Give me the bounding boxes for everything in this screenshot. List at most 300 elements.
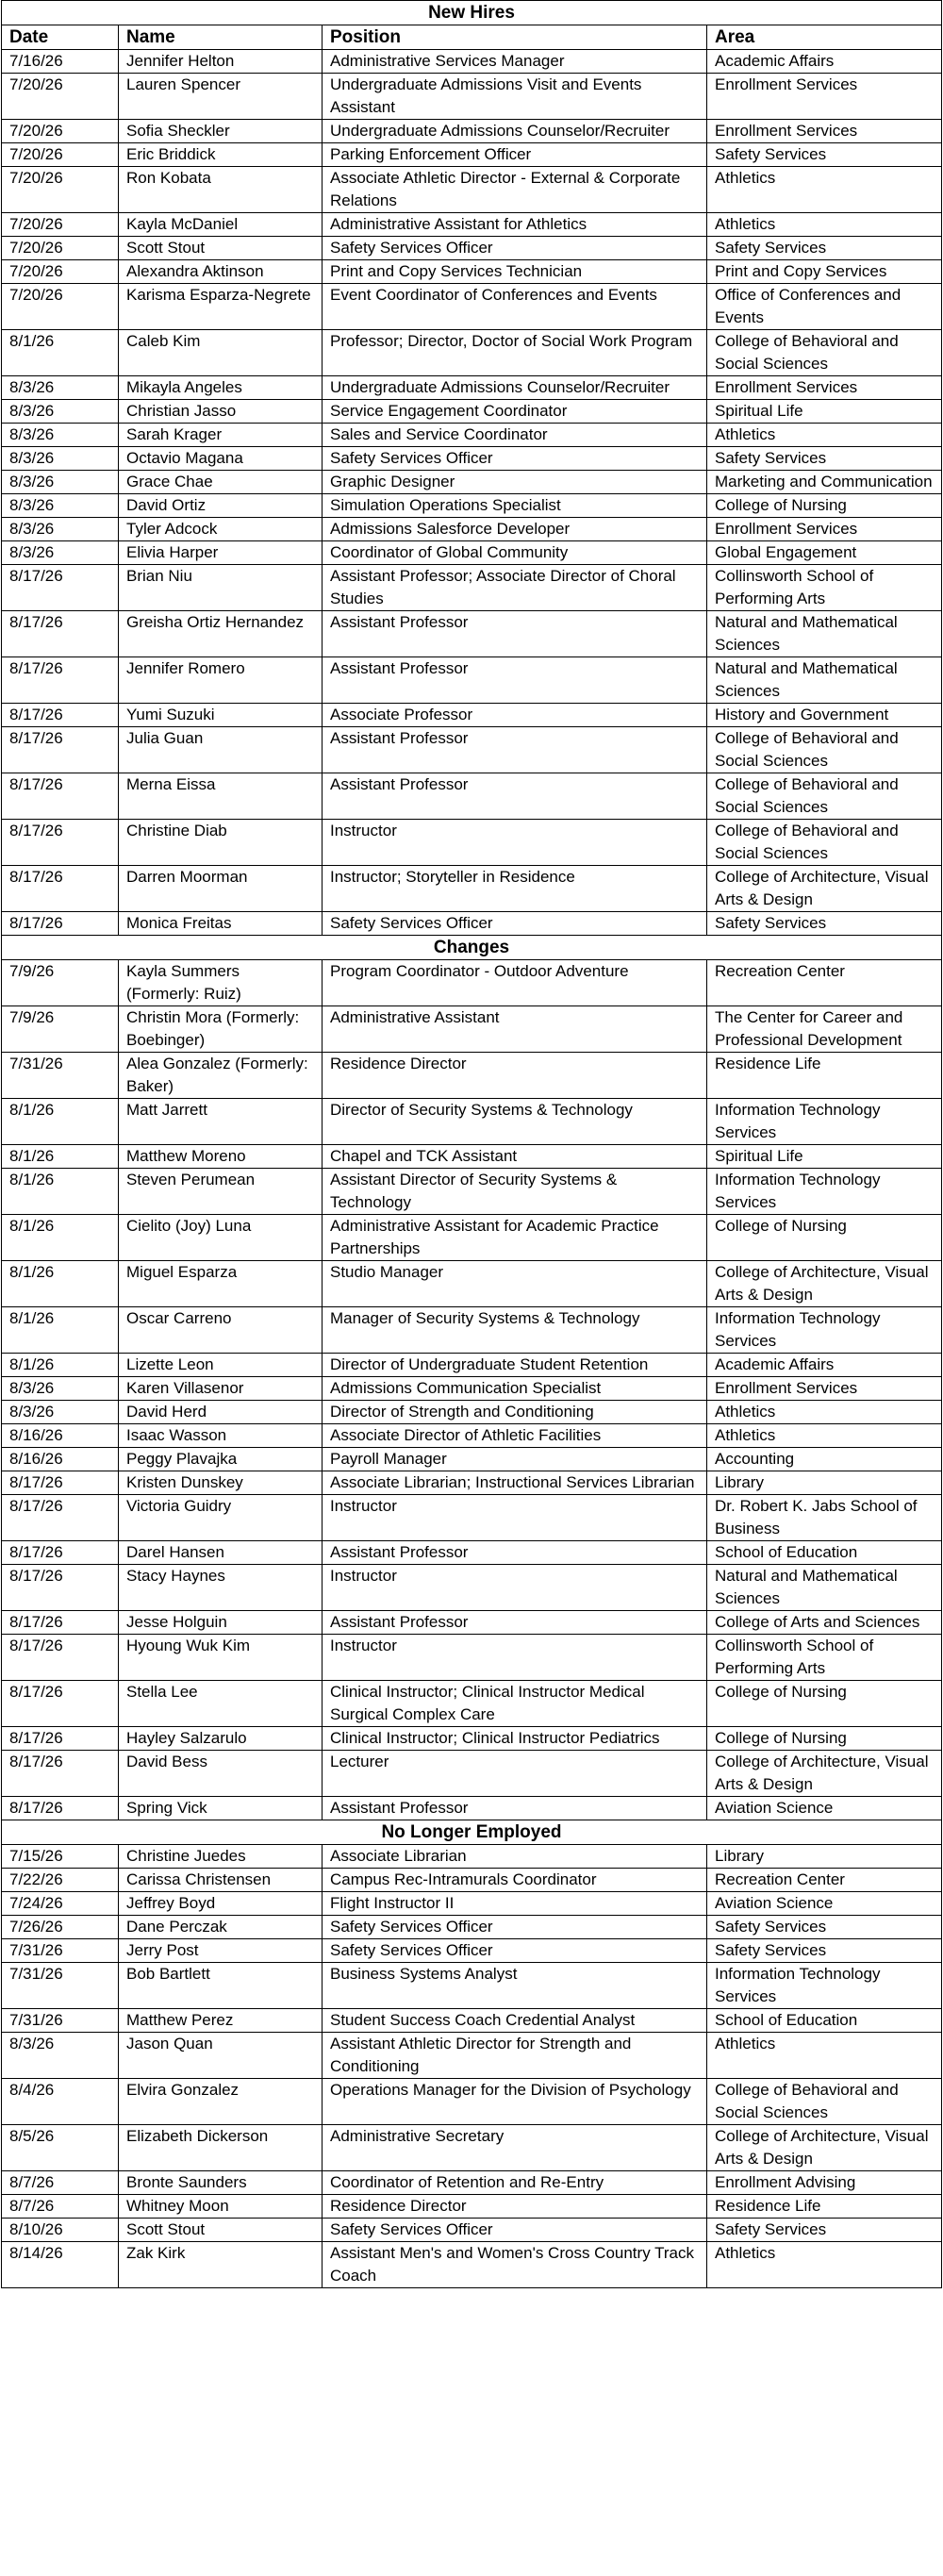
table-row <box>2 1565 942 1611</box>
column-header-name: Name <box>119 25 323 50</box>
cell-area: School of Education <box>707 1541 942 1565</box>
table-row <box>2 773 942 820</box>
cell-name: David Bess <box>119 1751 323 1797</box>
cell-area: Print and Copy Services <box>707 260 942 284</box>
cell-date: 8/1/26 <box>2 330 119 376</box>
cell-name: Scott Stout <box>119 2219 323 2242</box>
cell-area: Aviation Science <box>707 1797 942 1820</box>
cell-name: Zak Kirk <box>119 2242 323 2288</box>
cell-name: Yumi Suzuki <box>119 704 323 727</box>
cell-position: Safety Services Officer <box>323 1939 707 1963</box>
cell-name: Cielito (Joy) Luna <box>119 1215 323 1261</box>
table-row <box>2 657 942 704</box>
cell-date: 8/17/26 <box>2 704 119 727</box>
personnel-table-body <box>2 1 942 2288</box>
cell-position: Associate Librarian <box>323 1845 707 1869</box>
cell-date: 7/20/26 <box>2 237 119 260</box>
table-row <box>2 2125 942 2171</box>
cell-position: Instructor <box>323 820 707 866</box>
cell-area: Library <box>707 1845 942 1869</box>
table-row <box>2 424 942 447</box>
cell-area: Natural and Mathematical Sciences <box>707 611 942 657</box>
cell-area: College of Nursing <box>707 1215 942 1261</box>
cell-date: 8/1/26 <box>2 1307 119 1354</box>
table-row <box>2 1635 942 1681</box>
table-row <box>2 167 942 213</box>
cell-date: 7/20/26 <box>2 74 119 120</box>
cell-name: Jeffrey Boyd <box>119 1892 323 1916</box>
cell-area: College of Behavioral and Social Sciences <box>707 820 942 866</box>
table-row <box>2 704 942 727</box>
cell-area: Safety Services <box>707 143 942 167</box>
cell-position: Associate Professor <box>323 704 707 727</box>
cell-position: Undergraduate Admissions Visit and Events Assistant <box>323 74 707 120</box>
cell-position: Assistant Professor <box>323 657 707 704</box>
cell-area: Natural and Mathematical Sciences <box>707 1565 942 1611</box>
cell-position: Admissions Communication Specialist <box>323 1377 707 1401</box>
section-title-row <box>2 1 942 25</box>
cell-position: Assistant Professor <box>323 611 707 657</box>
table-row <box>2 2171 942 2195</box>
cell-name: Jesse Holguin <box>119 1611 323 1635</box>
cell-name: Bronte Saunders <box>119 2171 323 2195</box>
cell-name: Tyler Adcock <box>119 518 323 541</box>
personnel-changes-document <box>1 0 941 2288</box>
cell-area: Residence Life <box>707 2195 942 2219</box>
cell-area: Information Technology Services <box>707 1963 942 2009</box>
cell-name: Miguel Esparza <box>119 1261 323 1307</box>
cell-area: Enrollment Services <box>707 518 942 541</box>
table-row <box>2 866 942 912</box>
cell-area: College of Architecture, Visual Arts & Design <box>707 866 942 912</box>
table-row <box>2 1261 942 1307</box>
table-row <box>2 1401 942 1424</box>
section-title: New Hires <box>2 1 942 25</box>
column-header-position: Position <box>323 25 707 50</box>
cell-name: Christian Jasso <box>119 400 323 424</box>
cell-area: Recreation Center <box>707 1869 942 1892</box>
cell-date: 8/3/26 <box>2 518 119 541</box>
cell-position: Business Systems Analyst <box>323 1963 707 2009</box>
cell-position: Associate Director of Athletic Facilities <box>323 1424 707 1448</box>
table-row <box>2 1495 942 1541</box>
cell-date: 8/7/26 <box>2 2171 119 2195</box>
cell-name: Darren Moorman <box>119 866 323 912</box>
table-row <box>2 1145 942 1169</box>
table-row <box>2 213 942 237</box>
table-row <box>2 494 942 518</box>
section-title: No Longer Employed <box>2 1820 942 1845</box>
cell-position: Assistant Professor <box>323 727 707 773</box>
cell-name: Christine Diab <box>119 820 323 866</box>
column-header-area: Area <box>707 25 942 50</box>
table-row <box>2 2195 942 2219</box>
cell-position: Assistant Professor <box>323 773 707 820</box>
cell-name: Stella Lee <box>119 1681 323 1727</box>
cell-position: Safety Services Officer <box>323 912 707 936</box>
cell-area: Athletics <box>707 2242 942 2288</box>
cell-area: College of Behavioral and Social Sciences <box>707 330 942 376</box>
cell-area: College of Architecture, Visual Arts & Design <box>707 1261 942 1307</box>
cell-position: Chapel and TCK Assistant <box>323 1145 707 1169</box>
cell-date: 7/20/26 <box>2 167 119 213</box>
cell-position: Administrative Assistant for Athletics <box>323 213 707 237</box>
cell-date: 8/1/26 <box>2 1215 119 1261</box>
cell-name: Octavio Magana <box>119 447 323 471</box>
cell-name: Mikayla Angeles <box>119 376 323 400</box>
table-row <box>2 2009 942 2033</box>
table-row <box>2 330 942 376</box>
cell-position: Assistant Professor <box>323 1797 707 1820</box>
cell-area: Recreation Center <box>707 960 942 1006</box>
cell-date: 8/16/26 <box>2 1448 119 1471</box>
cell-name: Kayla Summers (Formerly: Ruiz) <box>119 960 323 1006</box>
table-row <box>2 260 942 284</box>
cell-name: Ron Kobata <box>119 167 323 213</box>
cell-date: 8/17/26 <box>2 1495 119 1541</box>
cell-name: Hayley Salzarulo <box>119 1727 323 1751</box>
table-row <box>2 820 942 866</box>
table-row <box>2 565 942 611</box>
cell-date: 7/16/26 <box>2 50 119 74</box>
cell-position: Safety Services Officer <box>323 447 707 471</box>
cell-area: Aviation Science <box>707 1892 942 1916</box>
table-row <box>2 518 942 541</box>
column-header-row <box>2 25 942 50</box>
cell-position: Instructor <box>323 1635 707 1681</box>
cell-date: 8/3/26 <box>2 400 119 424</box>
cell-position: Assistant Men's and Women's Cross Country Track Coach <box>323 2242 707 2288</box>
cell-area: Accounting <box>707 1448 942 1471</box>
table-row <box>2 1354 942 1377</box>
cell-date: 8/17/26 <box>2 1565 119 1611</box>
cell-position: Student Success Coach Credential Analyst <box>323 2009 707 2033</box>
cell-area: Global Engagement <box>707 541 942 565</box>
cell-name: Spring Vick <box>119 1797 323 1820</box>
cell-date: 8/3/26 <box>2 494 119 518</box>
cell-area: Enrollment Services <box>707 120 942 143</box>
table-row <box>2 376 942 400</box>
cell-area: Safety Services <box>707 447 942 471</box>
cell-name: Whitney Moon <box>119 2195 323 2219</box>
cell-area: Enrollment Services <box>707 74 942 120</box>
cell-date: 7/9/26 <box>2 1006 119 1053</box>
table-row <box>2 1307 942 1354</box>
cell-date: 8/10/26 <box>2 2219 119 2242</box>
cell-position: Assistant Director of Security Systems & Technology <box>323 1169 707 1215</box>
cell-name: Caleb Kim <box>119 330 323 376</box>
table-row <box>2 447 942 471</box>
cell-area: College of Behavioral and Social Sciences <box>707 2079 942 2125</box>
cell-area: College of Behavioral and Social Sciences <box>707 727 942 773</box>
cell-name: Matt Jarrett <box>119 1099 323 1145</box>
cell-date: 8/17/26 <box>2 565 119 611</box>
table-row <box>2 1448 942 1471</box>
cell-position: Parking Enforcement Officer <box>323 143 707 167</box>
table-row <box>2 2033 942 2079</box>
cell-date: 8/14/26 <box>2 2242 119 2288</box>
cell-date: 7/31/26 <box>2 1963 119 2009</box>
cell-area: Athletics <box>707 213 942 237</box>
cell-name: Carissa Christensen <box>119 1869 323 1892</box>
cell-position: Lecturer <box>323 1751 707 1797</box>
cell-area: College of Arts and Sciences <box>707 1611 942 1635</box>
cell-name: Hyoung Wuk Kim <box>119 1635 323 1681</box>
cell-area: School of Education <box>707 2009 942 2033</box>
cell-position: Instructor <box>323 1495 707 1541</box>
cell-area: Athletics <box>707 167 942 213</box>
cell-name: Steven Perumean <box>119 1169 323 1215</box>
cell-area: Academic Affairs <box>707 50 942 74</box>
cell-area: Dr. Robert K. Jabs School of Business <box>707 1495 942 1541</box>
cell-position: Professor; Director, Doctor of Social Work Program <box>323 330 707 376</box>
table-row <box>2 1963 942 2009</box>
table-row <box>2 912 942 936</box>
section-title-row <box>2 936 942 960</box>
table-row <box>2 2219 942 2242</box>
cell-area: Information Technology Services <box>707 1169 942 1215</box>
cell-position: Operations Manager for the Division of Psychology <box>323 2079 707 2125</box>
cell-area: Safety Services <box>707 237 942 260</box>
table-row <box>2 1424 942 1448</box>
cell-position: Undergraduate Admissions Counselor/Recruiter <box>323 120 707 143</box>
cell-date: 7/24/26 <box>2 1892 119 1916</box>
cell-name: Alexandra Aktinson <box>119 260 323 284</box>
table-row <box>2 1377 942 1401</box>
cell-name: Greisha Ortiz Hernandez <box>119 611 323 657</box>
cell-area: College of Nursing <box>707 1727 942 1751</box>
cell-date: 8/3/26 <box>2 1377 119 1401</box>
cell-position: Coordinator of Global Community <box>323 541 707 565</box>
cell-position: Residence Director <box>323 2195 707 2219</box>
cell-position: Print and Copy Services Technician <box>323 260 707 284</box>
cell-position: Payroll Manager <box>323 1448 707 1471</box>
cell-area: College of Nursing <box>707 1681 942 1727</box>
section-title-row <box>2 1820 942 1845</box>
cell-position: Assistant Professor <box>323 1611 707 1635</box>
cell-name: Grace Chae <box>119 471 323 494</box>
cell-date: 7/26/26 <box>2 1916 119 1939</box>
cell-area: The Center for Career and Professional Development <box>707 1006 942 1053</box>
table-row <box>2 1099 942 1145</box>
cell-date: 8/17/26 <box>2 1797 119 1820</box>
cell-date: 8/17/26 <box>2 912 119 936</box>
cell-date: 8/17/26 <box>2 727 119 773</box>
table-row <box>2 1215 942 1261</box>
cell-date: 8/7/26 <box>2 2195 119 2219</box>
table-row <box>2 1892 942 1916</box>
cell-position: Event Coordinator of Conferences and Events <box>323 284 707 330</box>
cell-name: Julia Guan <box>119 727 323 773</box>
cell-area: Safety Services <box>707 1916 942 1939</box>
table-row <box>2 1611 942 1635</box>
column-header-date: Date <box>2 25 119 50</box>
table-row <box>2 237 942 260</box>
cell-position: Administrative Assistant for Academic Practice Partnerships <box>323 1215 707 1261</box>
cell-date: 8/17/26 <box>2 1611 119 1635</box>
cell-position: Coordinator of Retention and Re-Entry <box>323 2171 707 2195</box>
cell-position: Admissions Salesforce Developer <box>323 518 707 541</box>
cell-name: Lauren Spencer <box>119 74 323 120</box>
cell-position: Administrative Secretary <box>323 2125 707 2171</box>
cell-position: Safety Services Officer <box>323 1916 707 1939</box>
table-row <box>2 1471 942 1495</box>
cell-date: 7/20/26 <box>2 120 119 143</box>
cell-position: Associate Librarian; Instructional Services Librarian <box>323 1471 707 1495</box>
cell-area: College of Architecture, Visual Arts & Design <box>707 1751 942 1797</box>
cell-name: Kayla McDaniel <box>119 213 323 237</box>
cell-area: Natural and Mathematical Sciences <box>707 657 942 704</box>
cell-name: Darel Hansen <box>119 1541 323 1565</box>
table-row <box>2 1053 942 1099</box>
cell-area: Enrollment Advising <box>707 2171 942 2195</box>
cell-name: Elivia Harper <box>119 541 323 565</box>
table-row <box>2 400 942 424</box>
cell-date: 8/3/26 <box>2 541 119 565</box>
table-row <box>2 1939 942 1963</box>
cell-area: Collinsworth School of Performing Arts <box>707 1635 942 1681</box>
cell-date: 8/1/26 <box>2 1354 119 1377</box>
cell-date: 8/3/26 <box>2 2033 119 2079</box>
table-row <box>2 50 942 74</box>
cell-date: 8/3/26 <box>2 447 119 471</box>
table-row <box>2 1869 942 1892</box>
table-row <box>2 120 942 143</box>
table-row <box>2 1681 942 1727</box>
cell-area: Academic Affairs <box>707 1354 942 1377</box>
cell-name: Jennifer Helton <box>119 50 323 74</box>
cell-area: Marketing and Communication <box>707 471 942 494</box>
cell-name: David Ortiz <box>119 494 323 518</box>
cell-name: Sofia Sheckler <box>119 120 323 143</box>
cell-name: Dane Perczak <box>119 1916 323 1939</box>
cell-name: Monica Freitas <box>119 912 323 936</box>
cell-area: College of Nursing <box>707 494 942 518</box>
cell-date: 8/5/26 <box>2 2125 119 2171</box>
table-row <box>2 541 942 565</box>
cell-area: Residence Life <box>707 1053 942 1099</box>
cell-position: Residence Director <box>323 1053 707 1099</box>
table-row <box>2 1006 942 1053</box>
cell-name: Scott Stout <box>119 237 323 260</box>
cell-date: 8/3/26 <box>2 376 119 400</box>
cell-name: David Herd <box>119 1401 323 1424</box>
cell-name: Lizette Leon <box>119 1354 323 1377</box>
cell-name: Isaac Wasson <box>119 1424 323 1448</box>
cell-name: Jennifer Romero <box>119 657 323 704</box>
cell-position: Sales and Service Coordinator <box>323 424 707 447</box>
cell-position: Administrative Assistant <box>323 1006 707 1053</box>
cell-position: Assistant Professor; Associate Director of Choral Studies <box>323 565 707 611</box>
cell-area: Athletics <box>707 2033 942 2079</box>
table-row <box>2 1169 942 1215</box>
cell-area: Spiritual Life <box>707 1145 942 1169</box>
cell-position: Graphic Designer <box>323 471 707 494</box>
cell-date: 8/1/26 <box>2 1261 119 1307</box>
table-row <box>2 1541 942 1565</box>
table-row <box>2 1845 942 1869</box>
cell-name: Matthew Moreno <box>119 1145 323 1169</box>
cell-date: 8/3/26 <box>2 471 119 494</box>
cell-position: Manager of Security Systems & Technology <box>323 1307 707 1354</box>
cell-position: Director of Undergraduate Student Retention <box>323 1354 707 1377</box>
cell-position: Associate Athletic Director - External & Corporate Relations <box>323 167 707 213</box>
cell-date: 8/17/26 <box>2 1541 119 1565</box>
cell-date: 8/17/26 <box>2 611 119 657</box>
cell-date: 7/20/26 <box>2 284 119 330</box>
table-row <box>2 2079 942 2125</box>
cell-name: Alea Gonzalez (Formerly: Baker) <box>119 1053 323 1099</box>
cell-date: 8/17/26 <box>2 1751 119 1797</box>
cell-date: 7/31/26 <box>2 1053 119 1099</box>
cell-date: 8/1/26 <box>2 1145 119 1169</box>
cell-name: Brian Niu <box>119 565 323 611</box>
cell-position: Safety Services Officer <box>323 2219 707 2242</box>
cell-area: Office of Conferences and Events <box>707 284 942 330</box>
cell-area: Enrollment Services <box>707 376 942 400</box>
cell-date: 8/16/26 <box>2 1424 119 1448</box>
table-row <box>2 727 942 773</box>
cell-area: College of Architecture, Visual Arts & Design <box>707 2125 942 2171</box>
cell-position: Administrative Services Manager <box>323 50 707 74</box>
table-row <box>2 1727 942 1751</box>
cell-position: Safety Services Officer <box>323 237 707 260</box>
cell-position: Flight Instructor II <box>323 1892 707 1916</box>
cell-name: Victoria Guidry <box>119 1495 323 1541</box>
cell-name: Elvira Gonzalez <box>119 2079 323 2125</box>
cell-area: History and Government <box>707 704 942 727</box>
section-title: Changes <box>2 936 942 960</box>
cell-name: Merna Eissa <box>119 773 323 820</box>
cell-name: Karen Villasenor <box>119 1377 323 1401</box>
cell-position: Simulation Operations Specialist <box>323 494 707 518</box>
cell-date: 7/20/26 <box>2 213 119 237</box>
cell-date: 8/1/26 <box>2 1169 119 1215</box>
cell-position: Clinical Instructor; Clinical Instructor Medical Surgical Complex Care <box>323 1681 707 1727</box>
cell-name: Kristen Dunskey <box>119 1471 323 1495</box>
cell-position: Studio Manager <box>323 1261 707 1307</box>
cell-position: Assistant Professor <box>323 1541 707 1565</box>
cell-area: Enrollment Services <box>707 1377 942 1401</box>
cell-area: Information Technology Services <box>707 1099 942 1145</box>
cell-date: 7/31/26 <box>2 2009 119 2033</box>
cell-area: Safety Services <box>707 912 942 936</box>
cell-date: 8/17/26 <box>2 1727 119 1751</box>
table-row <box>2 960 942 1006</box>
cell-date: 8/17/26 <box>2 1681 119 1727</box>
cell-date: 8/3/26 <box>2 424 119 447</box>
cell-name: Oscar Carreno <box>119 1307 323 1354</box>
cell-date: 8/17/26 <box>2 1635 119 1681</box>
cell-name: Peggy Plavajka <box>119 1448 323 1471</box>
cell-date: 8/17/26 <box>2 657 119 704</box>
cell-date: 8/17/26 <box>2 820 119 866</box>
table-row <box>2 611 942 657</box>
cell-position: Instructor <box>323 1565 707 1611</box>
cell-area: Safety Services <box>707 1939 942 1963</box>
cell-area: Spiritual Life <box>707 400 942 424</box>
cell-date: 8/1/26 <box>2 1099 119 1145</box>
table-row <box>2 74 942 120</box>
cell-position: Undergraduate Admissions Counselor/Recruiter <box>323 376 707 400</box>
cell-position: Director of Strength and Conditioning <box>323 1401 707 1424</box>
table-row <box>2 1797 942 1820</box>
cell-name: Christine Juedes <box>119 1845 323 1869</box>
cell-name: Elizabeth Dickerson <box>119 2125 323 2171</box>
table-row <box>2 143 942 167</box>
cell-area: Athletics <box>707 424 942 447</box>
cell-area: College of Behavioral and Social Sciences <box>707 773 942 820</box>
